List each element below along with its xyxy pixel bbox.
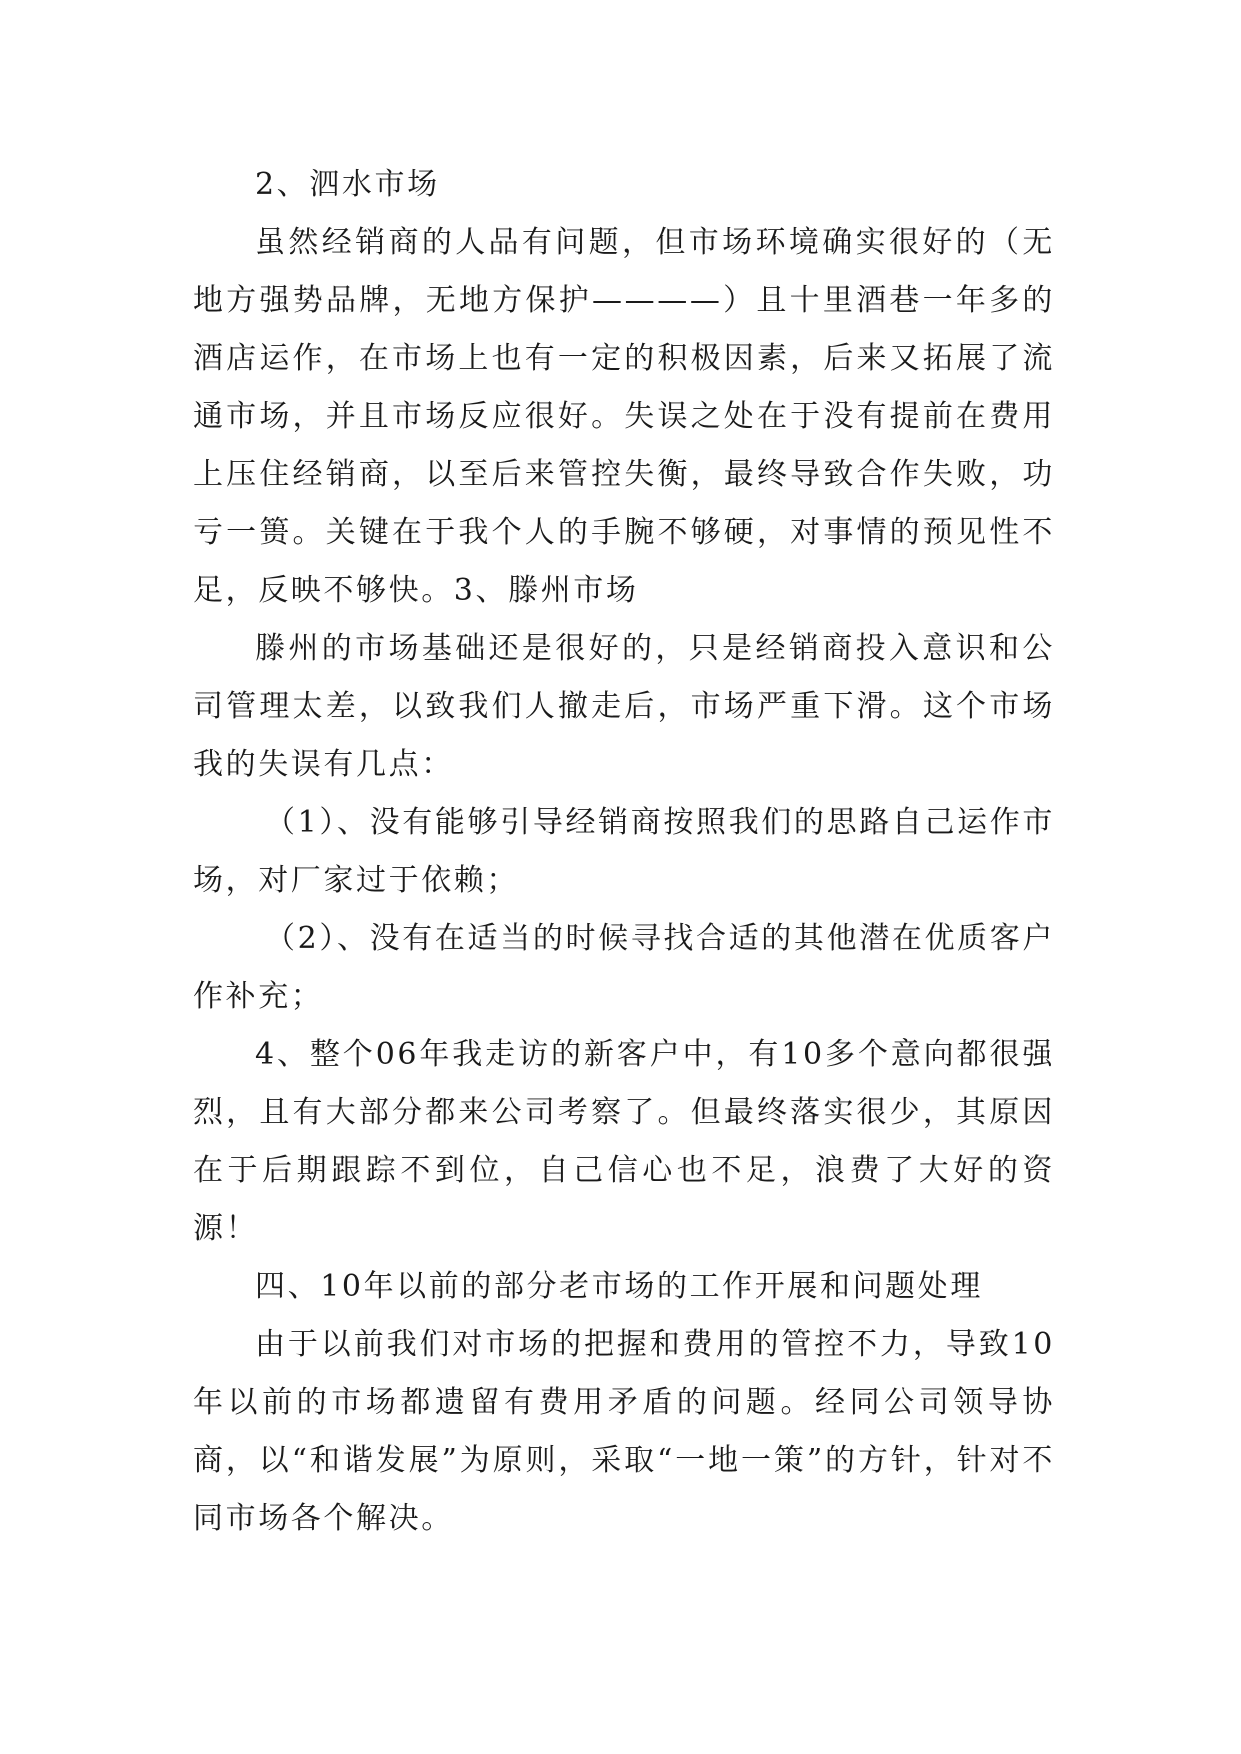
paragraph-old-markets: 由于以前我们对市场的把握和费用的管控不力，导致10年以前的市场都遗留有费用矛盾的问题。经同公司领导协商，以“和谐发展”为原则，采取“一地一策”的方针，针对不同市场各个解决。: [193, 1327, 1055, 1536]
document-body: [193, 156, 1055, 1548]
paragraph-new-customers: 4、整个06年我走访的新客户中，有10多个意向都很强烈，且有大部分都来公司考察了。但最终落实很少，其原因在于后期跟踪不到位，自己信心也不足，浪费了大好的资源！: [193, 1037, 1055, 1246]
list-item-mistake-1: （1）、没有能够引导经销商按照我们的思路自己运作市场，对厂家过于依赖；: [193, 805, 1055, 898]
paragraph-sishui-analysis: 虽然经销商的人品有问题，但市场环境确实很好的（无地方强势品牌，无地方保护————）且十里酒巷一年多的酒店运作，在市场上也有一定的积极因素，后来又拓展了流通市场，并且市场反应很好。失误之处在于没有提前在费用上压住经销商，以至后来管控失衡，最终导致合作失败，功亏一篑。关键在于我个人的手腕不够硬，对事情的预见性不足，反映不够快。3、滕州市场: [193, 225, 1055, 608]
list-item-mistake-2: （2）、没有在适当的时候寻找合适的其他潜在优质客户作补充；: [193, 921, 1055, 1014]
heading-section-four: 四、10年以前的部分老市场的工作开展和问题处理: [255, 1269, 983, 1304]
heading-sishui-market: 2、泗水市场: [255, 167, 440, 202]
paragraph-tengzhou-analysis: 滕州的市场基础还是很好的，只是经销商投入意识和公司管理太差，以致我们人撤走后，市场严重下滑。这个市场我的失误有几点：: [193, 631, 1055, 782]
